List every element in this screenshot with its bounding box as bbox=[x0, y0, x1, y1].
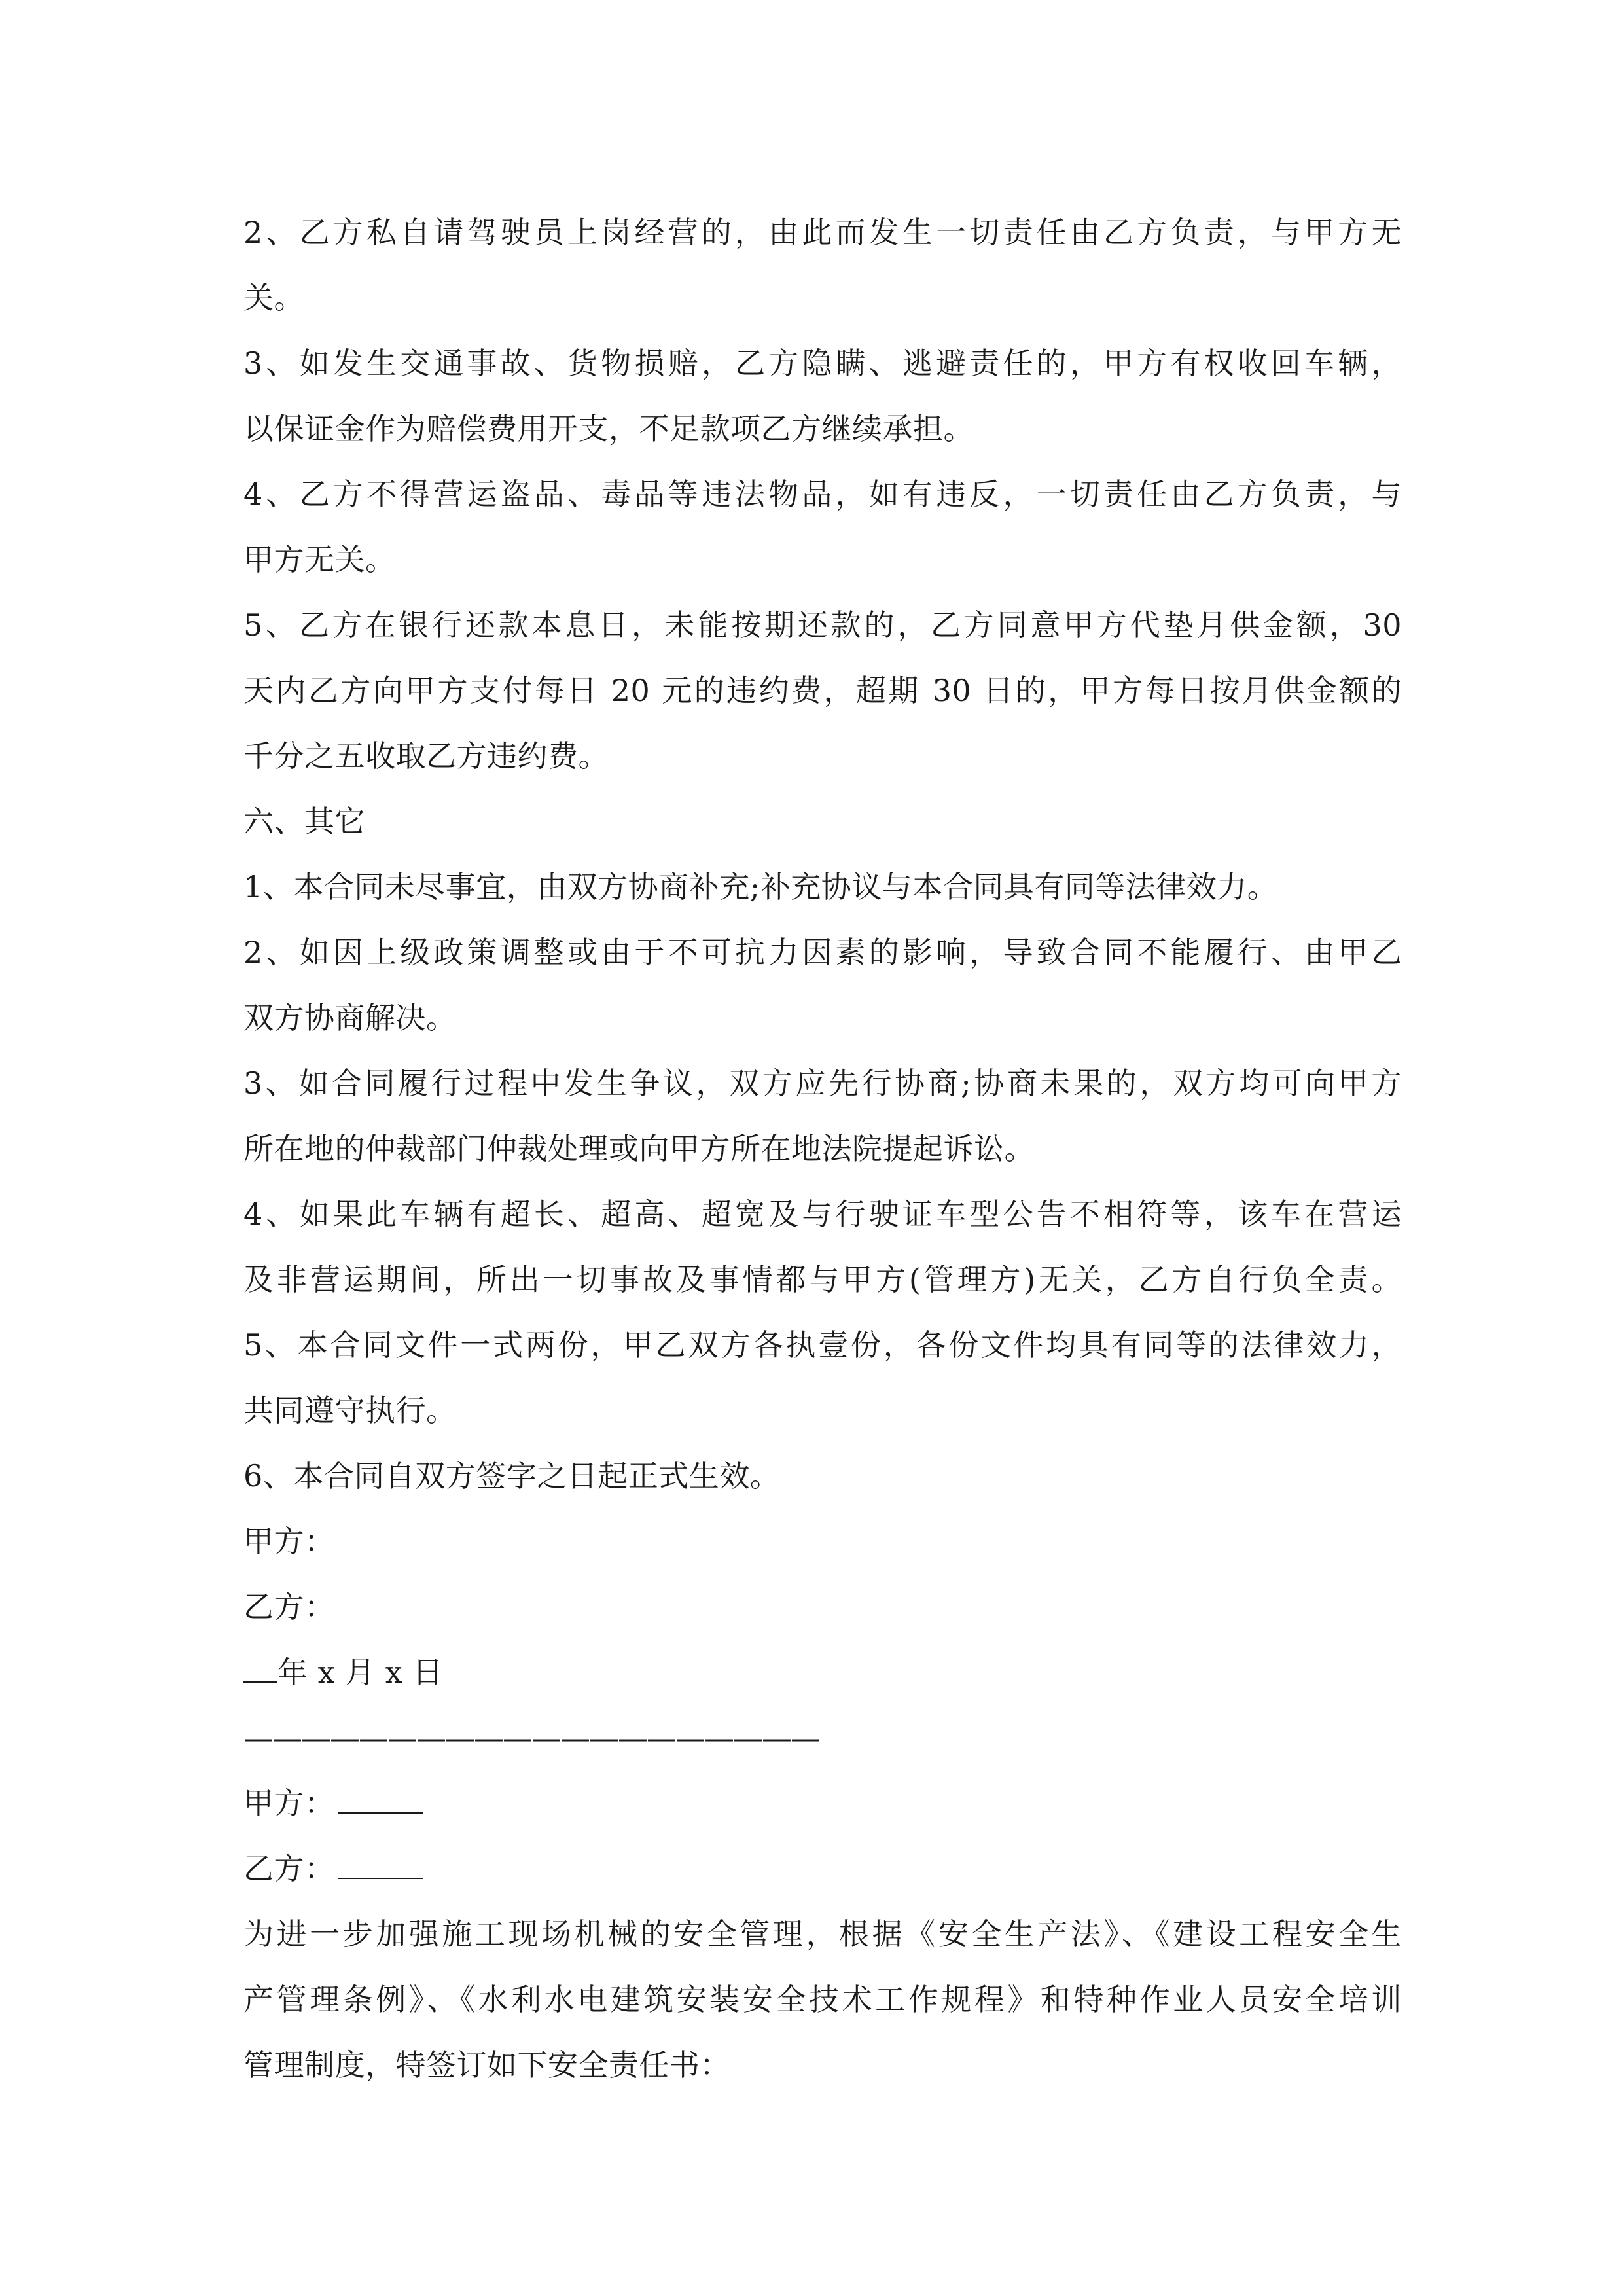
clause-5-2-line-1: 2、乙方私自请驾驶员上岗经营的，由此而发生一切责任由乙方负责，与甲方无 bbox=[243, 215, 1402, 250]
clause-5-2-line-2: 关。 bbox=[243, 280, 304, 315]
safety-intro-line-1: 为进一步加强施工现场机械的安全管理，根据《安全生产法》、《建设工程安全生 bbox=[243, 1916, 1402, 1952]
clause-6-4-line-1: 4、如果此车辆有超长、超高、超宽及与行驶证车型公告不相符等，该车在营运 bbox=[243, 1196, 1402, 1232]
clause-6-2-line-1: 2、如因上级政策调整或由于不可抗力因素的影响，导致合同不能履行、由甲乙 bbox=[243, 935, 1402, 970]
clause-5-5-line-1: 5、乙方在银行还款本息日，未能按期还款的，乙方同意甲方代垫月供金额，30 bbox=[243, 607, 1402, 643]
party-a-label: 甲方： bbox=[243, 1524, 335, 1559]
date-text: 年 x 月 x 日 bbox=[277, 1655, 443, 1690]
signature-party-b-blank bbox=[338, 1844, 423, 1879]
signature-party-a-blank bbox=[338, 1778, 423, 1814]
section-6-heading: 六、其它 bbox=[243, 804, 365, 839]
safety-intro-line-3: 管理制度，特签订如下安全责任书： bbox=[243, 2047, 730, 2083]
clause-6-4-line-2: 及非营运期间，所出一切事故及事情都与甲方(管理方)无关，乙方自行负全责。 bbox=[243, 1262, 1402, 1297]
safety-intro-line-2: 产管理条例》、《水利水电建筑安装安全技术工作规程》和特种作业人员安全培训 bbox=[243, 1982, 1402, 2017]
clause-5-3-line-1: 3、如发生交通事故、货物损赔，乙方隐瞒、逃避责任的，甲方有权收回车辆， bbox=[243, 346, 1402, 381]
clause-6-6: 6、本合同自双方签字之日起正式生效。 bbox=[243, 1458, 781, 1494]
signature-party-a bbox=[243, 1770, 1402, 1836]
clause-5-3-line-2: 以保证金作为赔偿费用开支，不足款项乙方继续承担。 bbox=[243, 411, 974, 446]
clause-6-5-line-1: 5、本合同文件一式两份，甲乙双方各执壹份，各份文件均具有同等的法律效力， bbox=[243, 1327, 1402, 1363]
clause-6-2-line-2: 双方协商解决。 bbox=[243, 1000, 457, 1035]
clause-6-3-line-1: 3、如合同履行过程中发生争议，双方应先行协商;协商未果的，双方均可向甲方 bbox=[243, 1066, 1402, 1101]
separator-line: ———————————————————— bbox=[243, 1720, 819, 1755]
document-body bbox=[243, 200, 1402, 2098]
signature-party-a-label: 甲方： bbox=[243, 1785, 335, 1821]
year-blank bbox=[243, 1649, 277, 1683]
clause-6-1: 1、本合同未尽事宜，由双方协商补充;补充协议与本合同具有同等法律效力。 bbox=[243, 869, 1278, 905]
signature-party-b bbox=[243, 1836, 1402, 1901]
signature-party-b-label: 乙方： bbox=[243, 1851, 335, 1886]
clause-6-5-line-2: 共同遵守执行。 bbox=[243, 1393, 457, 1428]
clause-6-3-line-2: 所在地的仲裁部门仲裁处理或向甲方所在地法院提起诉讼。 bbox=[243, 1131, 1035, 1166]
clause-5-5-line-2: 天内乙方向甲方支付每日 20 元的违约费，超期 30 日的，甲方每日按月供金额的 bbox=[243, 673, 1402, 708]
clause-5-4-line-2: 甲方无关。 bbox=[243, 542, 396, 577]
clause-5-4-line-1: 4、乙方不得营运盗品、毒品等违法物品，如有违反，一切责任由乙方负责，与 bbox=[243, 476, 1402, 512]
clause-5-5-line-3: 千分之五收取乙方违约费。 bbox=[243, 738, 609, 774]
date-line bbox=[243, 1640, 1402, 1705]
party-b-label: 乙方： bbox=[243, 1589, 335, 1624]
